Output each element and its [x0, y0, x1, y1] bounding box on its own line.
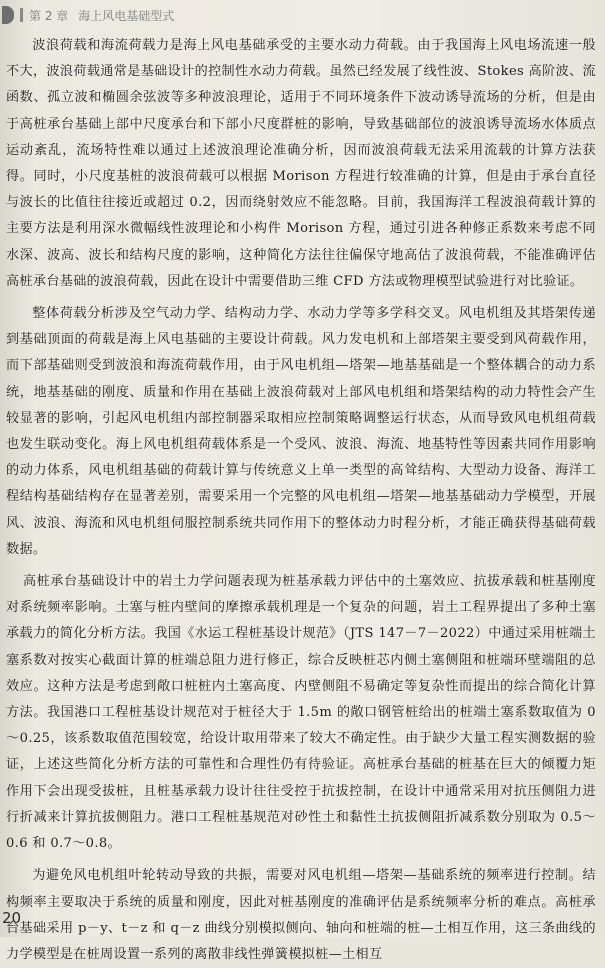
chapter-tab-marker — [2, 6, 14, 24]
header-divider — [20, 8, 23, 22]
page-footer — [0, 901, 605, 937]
running-header — [0, 0, 605, 30]
body-text — [6, 33, 596, 962]
paragraph-geotechnical-issues: 高桩承台基础设计中的岩土力学问题表现为桩基承载力评估中的土塞效应、抗拔承载和桩基刚度对系统频率影响。土塞与桩内壁间的摩擦承载机理是一个复杂的问题，岩土工程界提出了多种土塞承载力的简化分析方法。我国《水运工程桩基设计规范》（JTS 147－7－2022）中通过采用桩端土塞系数对按实心截面计算的桩端总阻力进行修正，综合反映桩芯内侧土塞侧阻和桩端环壁端阻的总效应。这种方法是考虑到敞口桩桩内土塞高度、内壁侧阻不易确定等复杂性而提出的综合简化计算方法。我国港口工程桩基设计规范对于桩径大于 1.5m 的敞口钢管桩给出的桩端土塞系数取值为 0～0.25，该系数取值范围较宽，给设计取用带来了较大不确定性。由于缺少大量工程实测数据的验证，上述这些简化分析方法的可靠性和合理性仍有待验证。高桩承台基础的桩基在巨大的倾覆力矩作用下会出现受拔桩，且桩基承载力设计往往受控于抗拔控制，在设计中通常采用对抗压侧阻力进行折减来计算抗拔侧阻力。港口工程桩基规范对砂性土和黏性土抗拔侧阻折减系数分别取为 0.5～0.6 和 0.7～0.8。 — [6, 574, 596, 852]
header-chapter-title: 海上风电基础型式 — [78, 8, 175, 23]
paragraph-integrated-load-analysis: 整体荷载分析涉及空气动力学、结构动力学、水动力学等多学科交叉。风电机组及其塔架传递到基础顶面的荷载是海上风电基础的主要设计荷载。风力发电机和上部塔架主要受到风荷载作用，而下部基础则受到波浪和海流荷载作用，由于风电机组—塔架—地基基础是一个整体耦合的动力系统，地基基础的刚度、质量和作用在基础上波浪荷载对上部风电机组和塔架结构的动力特性会产生较显著的影响，引起风电机组内部控制器采取相应控制策略调整运行状态，从而导致风电机组荷载也发生联动变化。海上风电机组荷载体系是一个受风、波浪、海流、地基特性等因素共同作用影响的动力体系，风电机组基础的荷载计算与传统意义上单一类型的高耸结构、大型动力设备、海洋工程结构基础结构存在显著差别，需要采用一个完整的风电机组—塔架—地基基础动力学模型，开展风、波浪、海流和风电机组伺服控制系统共同作用下的整体动力时程分析，才能正确获得基础荷载数据。 — [6, 306, 596, 557]
paragraph-frequency-control: 为避免风电机组叶轮转动导致的共振，需要对风电机组—塔架—基础系统的频率进行控制。结构频率主要取决于系统的质量和刚度，因此对桩基刚度的准确评估是系统频率分析的难点。高桩承台基础采用 p－y、t－z 和 q－z 曲线分别模拟侧向、轴向和桩端的桩—土相互作用，这三条曲线的力学模型是在桩周设置一系列的离散非线性弹簧模拟桩—土相互 — [6, 868, 596, 962]
page-number: 20 — [2, 909, 22, 927]
header-chapter-number: 第 2 章 — [29, 8, 69, 23]
paragraph-wave-current-loads: 波浪荷载和海流荷载力是海上风电基础承受的主要水动力荷载。由于我国海上风电场流速一般不大，波浪荷载通常是基础设计的控制性水动力荷载。虽然已经发展了线性波、Stokes 高阶波、流函数、孤立波和椭圆余弦波等多种波浪理论，适用于不同环境条件下波动诱导流场的分析，但是由于高桩承台基础上部中尺度承台和下部小尺度群桩的影响，导致基础部位的波浪诱导流场水体质点运动紊乱，流场特性难以通过上述波浪理论准确分析，因而波浪荷载无法采用流载的计算方法获得。同时，小尺度基桩的波浪荷载可以根据 Morison 方程进行较准确的计算，但是由于承台直径与波长的比值往往接近或超过 0.2，因而绕射效应不能忽略。目前，我国海洋工程波浪荷载计算的主要方法是利用深水微幅线性波理论和小构件 Morison 方程，通过引进各种修正系数来考虑不同水深、波高、波长和结构尺度的影响，这种简化方法往往偏保守地高估了波浪荷载，不能准确评估高桩承台基础的波浪荷载，因此在设计中需要借助三维 CFD 方法或物理模型试验进行对比验证。 — [6, 38, 596, 289]
